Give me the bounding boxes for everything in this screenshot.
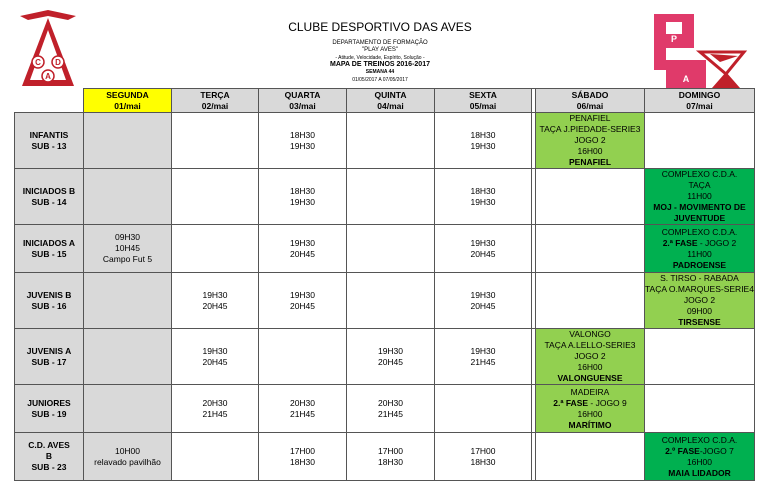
- schedule-cell: 20H30 21H45: [259, 385, 347, 433]
- schedule-cell: 10H00 relavado pavilhão: [84, 433, 172, 481]
- schedule-cell: [645, 385, 755, 433]
- schedule-cell: 20H30 21H45: [347, 385, 435, 433]
- schedule-cell: [347, 169, 435, 225]
- team-label: C.D. AVES B SUB - 23: [15, 433, 84, 481]
- schedule-cell: 19H30 21H45: [435, 329, 532, 385]
- match-cell: VALONGO TAÇA A.LELLO-SERIE3 JOGO 2 16H00 VALONGUENSE: [536, 329, 645, 385]
- crest-letter-c: C: [35, 58, 41, 67]
- department-line: DEPARTAMENTO DE FORMAÇÃO: [332, 40, 428, 46]
- day-header-terca: TERÇA 02/mai: [172, 89, 259, 113]
- match-cell: COMPLEXO C.D.A. 2.ª FASE - JOGO 2 11H00 PADROENSE: [645, 225, 755, 273]
- schedule-cell: [645, 329, 755, 385]
- schedule-cell: 19H30 20H45: [435, 225, 532, 273]
- schedule-cell: [172, 225, 259, 273]
- schedule-cell: [645, 113, 755, 169]
- training-schedule-table: [14, 88, 755, 481]
- logo-letter-a: A: [682, 74, 690, 84]
- schedule-cell: 09H30 10H45 Campo Fut 5: [84, 225, 172, 273]
- crest-letter-d: D: [55, 58, 61, 67]
- week-label: SEMANA 44: [365, 69, 395, 75]
- schedule-cell: 17H00 18H30: [435, 433, 532, 481]
- schedule-cell: [347, 273, 435, 329]
- table-row: [15, 329, 755, 385]
- schedule-cell: 17H00 18H30: [259, 433, 347, 481]
- map-title: MAPA DE TREINOS 2016-2017: [330, 61, 430, 68]
- schedule-cell: 19H30 20H45: [259, 273, 347, 329]
- crest-letter-a: A: [45, 72, 51, 81]
- team-label: JUVENIS B SUB - 16: [15, 273, 84, 329]
- match-cell: S. TIRSO - RABADA TAÇA O.MARQUES-SERIE4 JOGO 2 09H00 TIRSENSE: [645, 273, 754, 327]
- schedule-cell: [536, 225, 645, 273]
- schedule-cell: 20H30 21H45: [172, 385, 259, 433]
- table-row: [15, 385, 755, 433]
- schedule-cell: [84, 385, 172, 433]
- match-cell: MADEIRA 2.ª FASE - JOGO 9 16H00 MARÍTIMO: [536, 385, 645, 433]
- schedule-cell: 18H30 19H30: [259, 169, 347, 225]
- schedule-cell: [435, 385, 532, 433]
- club-title: CLUBE DESPORTIVO DAS AVES: [288, 20, 472, 34]
- table-row: [15, 273, 755, 329]
- day-header-sabado: SÁBADO 06/mai: [536, 89, 645, 113]
- team-label: INICIADOS B SUB - 14: [15, 169, 84, 225]
- logo-letter-p: P: [670, 34, 678, 44]
- corner-cell: [15, 89, 84, 113]
- match-cell: COMPLEXO C.D.A. TAÇA 11H00 MOJ - MOVIMENTO DE JUVENTUDE: [645, 169, 755, 225]
- schedule-cell: [347, 225, 435, 273]
- team-label: INICIADOS A SUB - 15: [15, 225, 84, 273]
- schedule-cell: 19H30 20H45: [259, 225, 347, 273]
- day-header-quinta: QUINTA 04/mai: [347, 89, 435, 113]
- schedule-cell: [84, 273, 172, 329]
- team-label: JUNIORES SUB - 19: [15, 385, 84, 433]
- table-row: [15, 225, 755, 273]
- day-header-sexta: SEXTA 05/mai: [435, 89, 532, 113]
- date-range: 01/05/2017 A 07/05/2017: [352, 77, 408, 83]
- schedule-cell: [536, 273, 645, 329]
- schedule-cell: [536, 433, 645, 481]
- schedule-cell: 19H30 20H45: [172, 273, 259, 329]
- schedule-cell: 18H30 19H30: [435, 169, 532, 225]
- day-header-row: [15, 89, 755, 113]
- schedule-cell: 18H30 19H30: [435, 113, 532, 169]
- schedule-cell: 19H30 20H45: [172, 329, 259, 385]
- schedule-cell: [84, 169, 172, 225]
- schedule-cell: 19H30 20H45: [435, 273, 532, 329]
- team-label: JUVENIS A SUB - 17: [15, 329, 84, 385]
- schedule-cell: [84, 329, 172, 385]
- day-header-domingo: DOMINGO 07/mai: [645, 89, 755, 113]
- schedule-cell: 18H30 19H30: [259, 113, 347, 169]
- match-cell: PENAFIEL TAÇA J.PIEDADE-SERIE3 JOGO 2 16H00 PENAFIEL: [536, 113, 645, 169]
- schedule-cell: [347, 113, 435, 169]
- day-header-quarta: QUARTA 03/mai: [259, 89, 347, 113]
- table-row: [15, 433, 755, 481]
- schedule-cell: 19H30 20H45: [347, 329, 435, 385]
- schedule-cell: [536, 169, 645, 225]
- table-row: [15, 169, 755, 225]
- schedule-cell: 17H00 18H30: [347, 433, 435, 481]
- schedule-cell: [172, 433, 259, 481]
- program-line: "PLAY AVES": [362, 47, 398, 53]
- match-cell: COMPLEXO C.D.A. 2.º FASE-JOGO 7 16H00 MAIA LIDADOR: [645, 433, 755, 481]
- schedule-cell: [259, 329, 347, 385]
- day-header-segunda: SEGUNDA 01/mai: [84, 89, 172, 113]
- club-crest-logo: [18, 10, 78, 92]
- schedule-cell: [84, 113, 172, 169]
- team-label: INFANTIS SUB - 13: [15, 113, 84, 169]
- schedule-cell: [172, 169, 259, 225]
- schedule-cell: [172, 113, 259, 169]
- motto-line: - Atitude, Velocidade, Espírito, Solução -: [335, 55, 425, 61]
- table-row: [15, 113, 755, 169]
